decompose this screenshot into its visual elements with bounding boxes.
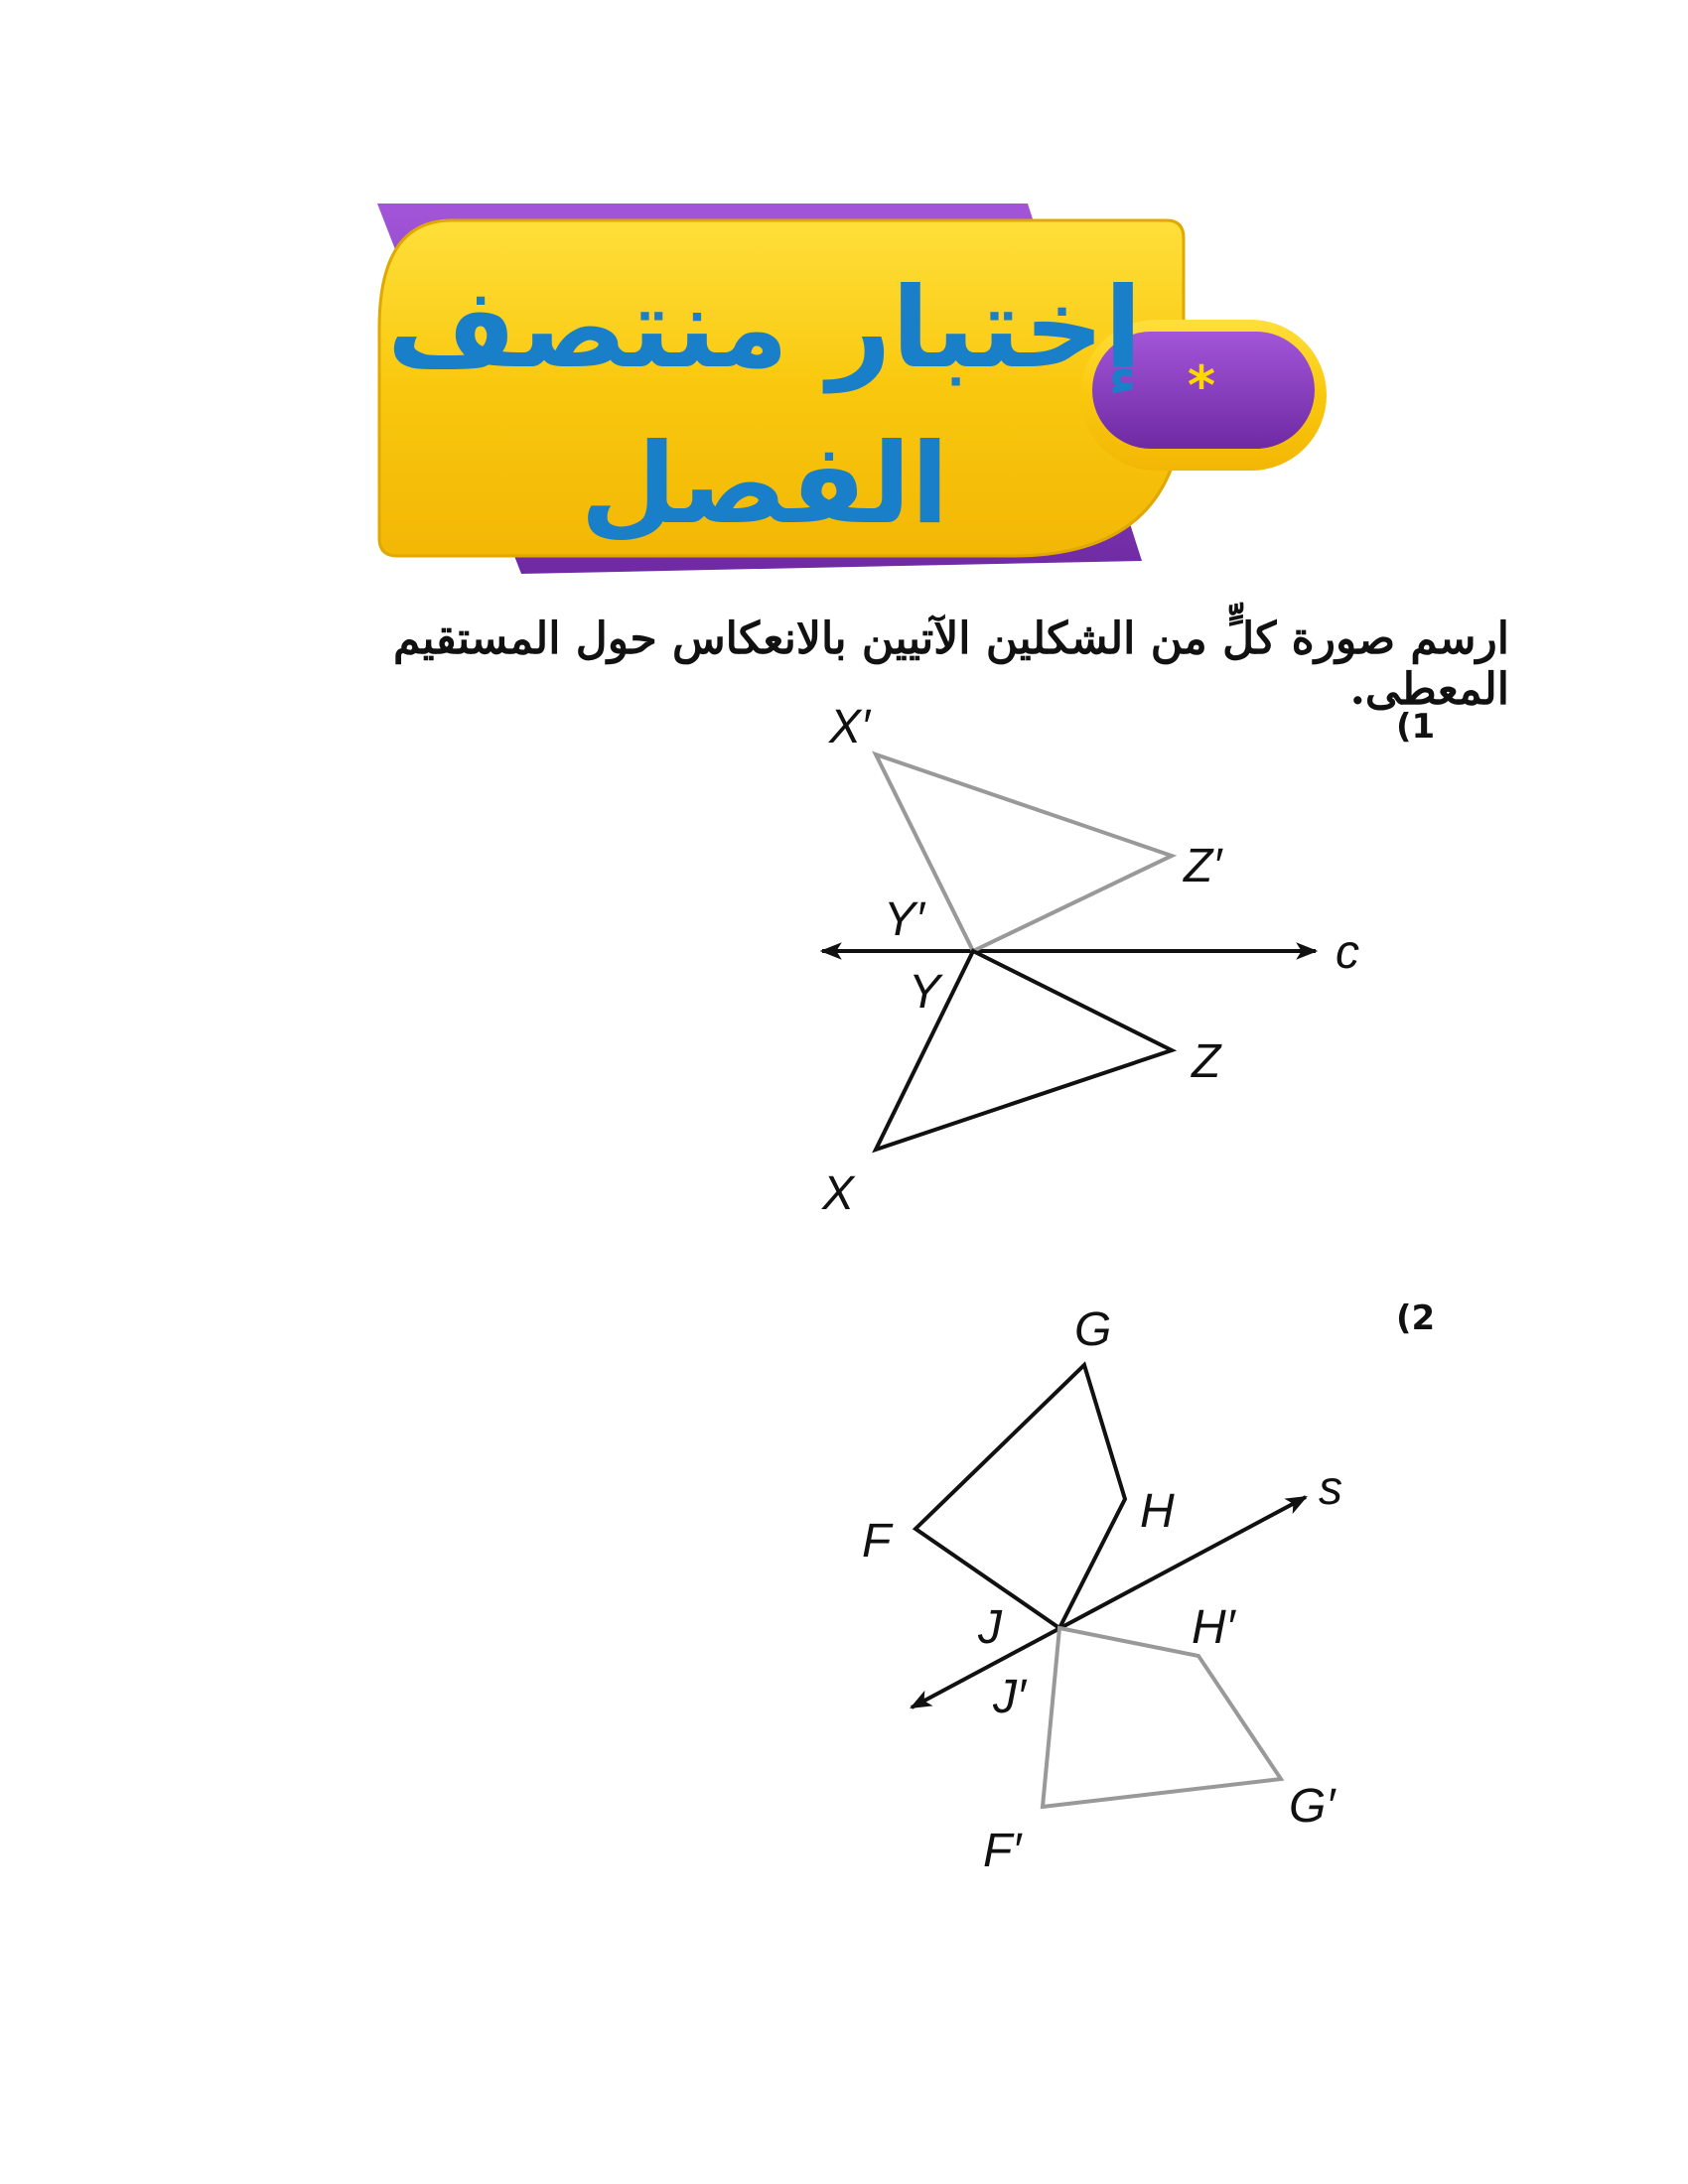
label-z: Z bbox=[1192, 1035, 1221, 1088]
quadrilateral-fghj bbox=[915, 1365, 1125, 1628]
label-g: G bbox=[1074, 1303, 1112, 1356]
label-f-prime: F′ bbox=[983, 1825, 1022, 1877]
label-line-s: s bbox=[1319, 1462, 1342, 1515]
quadrilateral-fghj-prime bbox=[1043, 1628, 1281, 1807]
instruction-text: ارسم صورة كلٍّ من الشكلين الآتيين بالانعكاس حول المستقيم المعطى. bbox=[393, 614, 1509, 715]
star-icon: * bbox=[1187, 354, 1216, 417]
label-z-prime: Z′ bbox=[1184, 840, 1222, 892]
page-title-line-2: الفصل bbox=[580, 420, 949, 549]
label-x: X bbox=[822, 1167, 855, 1220]
label-g-prime: G′ bbox=[1289, 1780, 1336, 1833]
label-j-prime: J′ bbox=[993, 1671, 1026, 1723]
label-x-prime: X′ bbox=[829, 701, 871, 753]
label-j: J bbox=[978, 1601, 1002, 1654]
label-h: H bbox=[1140, 1485, 1175, 1538]
label-line-c: c bbox=[1336, 926, 1359, 979]
question-number-1: (1 bbox=[1396, 707, 1436, 747]
page-title-line-1: إختبار منتصف bbox=[386, 264, 1143, 393]
label-y: Y bbox=[909, 966, 941, 1019]
label-y-prime: Y′ bbox=[884, 893, 925, 946]
label-f: F bbox=[862, 1515, 892, 1568]
label-h-prime: H′ bbox=[1192, 1601, 1235, 1654]
question-number-2: (2 bbox=[1396, 1298, 1436, 1338]
